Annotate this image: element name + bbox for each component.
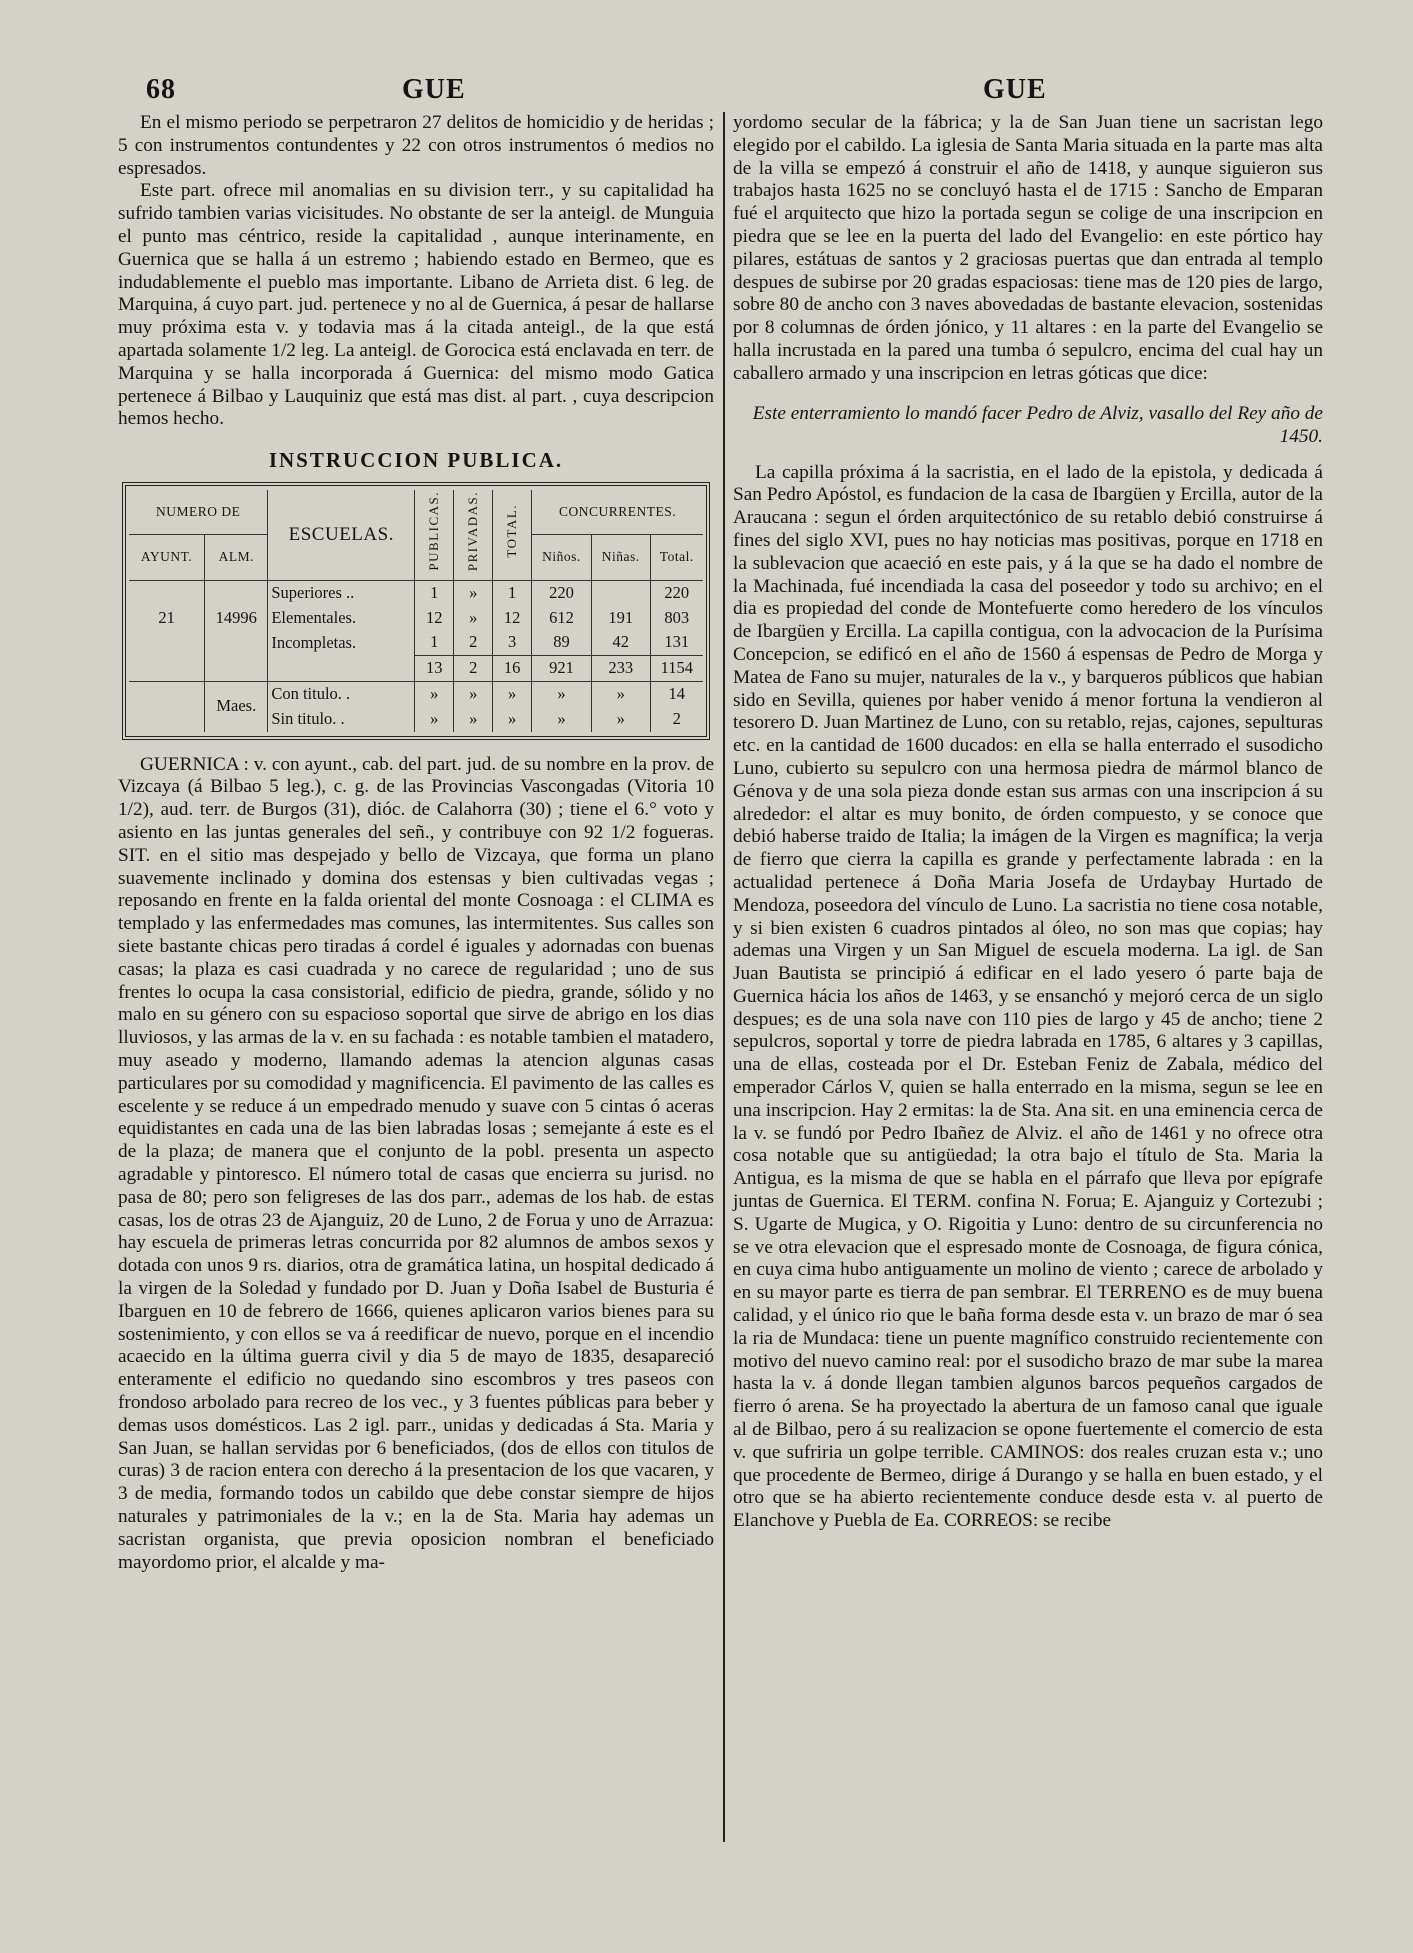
sum-privadas: 2 [454, 656, 493, 682]
sum-ninos: 921 [532, 656, 592, 682]
cell-privadas: » [454, 707, 493, 732]
cell-maes-label: Sin titulo. . [268, 707, 415, 732]
cell-ninos: 612 [532, 606, 592, 631]
cell-privadas: » [454, 606, 493, 631]
cell-concurrentes-total: 2 [650, 707, 703, 732]
value-ayunt: 21 [158, 607, 175, 627]
cell-concurrentes-total: 220 [650, 580, 703, 605]
header-privadas: PRIVADAS. [464, 490, 480, 572]
cell-total: 1 [493, 580, 532, 605]
cell-total: » [493, 707, 532, 732]
cell-publicas: 12 [415, 606, 454, 631]
inscription-quote: Este enterramiento lo mandó facer Pedro de Alviz, vasallo del Rey año de 1450. [752, 402, 1323, 447]
header-ninos: Niños. [532, 535, 592, 581]
header-ayunt: AYUNT. [140, 549, 193, 565]
sum-publicas: 13 [415, 656, 454, 682]
cell-ninas: 191 [591, 606, 650, 631]
cell-publicas: 1 [415, 630, 454, 655]
cell-escuela: Elementales. [268, 606, 415, 631]
sum-ninas: 233 [591, 656, 650, 682]
header-ninas: Niñas. [591, 535, 650, 581]
paragraph-iglesias: yordomo secular de la fábrica; y la de San Juan tiene un sacristan lego elegido por el cabildo. La iglesia de Santa Maria situada en la parte mas alta de la villa se empezó á construir el año de 1418, y aunque siguieron sus trabajos hasta 1625 no se concluyó hasta el de 1715 : Sancho de Emparan fué el arquitecto que hizo la portada segun se colige de una inscripcion en piedra que se lee en la puerta del lado del Evangelio: en este pórtico hay pilares, estátuas de santos y 2 graciosas puertas que dan entrada al templo despues de subirse por 20 gradas espaciosas: tiene mas de 120 pies de largo, sobre 80 de ancho con 3 naves abovedadas de bastante elevacion, sostenidas por 8 columnas de órden jónico, y 11 altares : en la parte del Evangelio se halla incrustada en la pared una tumba ó sepulcro, encima del cual hay un caballero armado y una inscripcion en letras góticas que dice: [733, 112, 1323, 384]
running-head-right: GUE [983, 74, 1047, 105]
sum-total: 16 [493, 656, 532, 682]
column-divider [723, 112, 725, 1842]
left-column [118, 112, 714, 1574]
table-row [129, 580, 703, 605]
cell-escuela: Superiores .. [268, 580, 415, 605]
cell-concurrentes-total: 131 [650, 630, 703, 655]
paragraph-delitos: En el mismo periodo se perpetraron 27 delitos de homicidio y de heridas ; 5 con instrumentos contundentes y 22 con otros instrumentos ó medios no espresados. [118, 112, 714, 179]
cell-ninas [591, 580, 650, 605]
instruction-table [122, 482, 710, 740]
header-concurrentes: CONCURRENTES. [532, 490, 703, 535]
page-number: 68 [146, 74, 176, 105]
cell-privadas: » [454, 580, 493, 605]
cell-ninos: 220 [532, 580, 592, 605]
label-maes: Maes. [205, 682, 268, 732]
cell-privadas: » [454, 682, 493, 707]
running-head-left: GUE [402, 74, 466, 105]
cell-maes-label: Con titulo. . [268, 682, 415, 707]
header-total-concurrentes: Total. [650, 535, 703, 581]
cell-publicas: » [415, 682, 454, 707]
cell-publicas: » [415, 707, 454, 732]
table-row [129, 682, 703, 707]
paragraph-partido: Este part. ofrece mil anomalias en su division terr., y su capitalidad ha sufrido tambien varias vicisitudes. No obstante de ser la anteigl. de Munguia el punto mas céntrico, reside la capitalidad , aunque interinamente, en Guernica que se halla á un estremo ; habiendo estado en Bermeo, que es indudablemente el pueblo mas importante. Libano de Arrieta dist. 6 leg. de Marquina, á cuyo part. jud. pertenece y no al de Guernica, á pesar de hallarse muy próxima esta v. y todavia mas á la citada anteigl., de la que está apartada solamente 1/2 leg. La anteigl. de Gorocica está enclavada en terr. de Marquina y se halla incorporada á Guernica: del mismo modo Gatica pertenece á Bilbao y Lauquiniz que está mas dist. al part. , cuya descripcion hemos hecho. [118, 180, 714, 430]
cell-total: 12 [493, 606, 532, 631]
cell-concurrentes-total: 803 [650, 606, 703, 631]
cell-ninos: 89 [532, 630, 592, 655]
cell-total: » [493, 682, 532, 707]
header-escuelas: ESCUELAS. [268, 490, 415, 580]
sum-concurrentes-total: 1154 [650, 656, 703, 682]
cell-publicas: 1 [415, 580, 454, 605]
cell-privadas: 2 [454, 630, 493, 655]
header-total: TOTAL. [503, 504, 519, 558]
cell-concurrentes-total: 14 [650, 682, 703, 707]
cell-escuela: Incompletas. [268, 630, 415, 655]
paragraph-guernica: GUERNICA : v. con ayunt., cab. del part. jud. de su nombre en la prov. de Vizcaya (á Bilbao 5 leg.), c. g. de las Provincias Vascongadas (Vitoria 10 1/2), aud. terr. de Burgos (31), dióc. de Calahorra (30) ; tiene el 6.° voto y asiento en las juntas generales del señ., y contribuye con 92 1/2 fogueras. SIT. en el sitio mas despejado y bello de Vizcaya, que forma un plano suavemente inclinado y domina dos estensas y bien cultivadas vegas ; reposando en frente en la falda oriental del monte Cosnoaga : el CLIMA es templado y las enfermedades mas comunes, las intermitentes. Sus calles son siete bastante chicas pero tiradas á cordel é iguales y adornadas con buenas casas; la plaza es casi cuadrada y no carece de regularidad ; uno de sus frentes lo ocupa la casa consistorial, edificio de piedra, grande, sólido y no malo en su género con su espacioso soportal que sirve de abrigo en los dias lluviosos, y las armas de la v. en su fachada : es notable tambien el matadero, muy aseado y moderno, llamando ademas la atencion algunas casas particulares por su comodidad y magnificencia. El pavimento de las calles es escelente y se reduce á un empedrado menudo y suave con 5 cintas ó aceras equidistantes en cada una de las bien labradas losas ; semejante á este es el de la plaza; de manera que el conjunto de la pobl. presenta un aspecto agradable y pintoresco. El número total de casas que encierra su jurisd. no pasa de 80; pero son feligreses de las dos parr., ademas de los hab. de estas casas, los de otras 23 de Ajanguiz, 20 de Luno, 2 de Forua y uno de Arrazua: hay escuela de primeras letras concurrida por 82 alumnos de ambos sexos y dotada con unos 9 rs. diarios, otra de gramática latina, un hospital dedicado á la virgen de la Soledad y fundado por D. Juan y Doña Isabel de Busturia é Ibarguen en 10 de febrero de 1666, quienes aplicaron varios bienes para su sostenimiento, y con ellos se va á reedificar de nuevo, porque en el incendio acaecido en la última guerra civil y dia 5 de mayo de 1835, desapareció enteramente el edificio no quedando sino escombros y tres paseos con frondoso arbolado para recreo de los vec., y 3 fuentes públicas para beber y demas usos domésticos. Las 2 igl. parr., unidas y dedicadas á Sta. Maria y San Juan, se hallan servidas por 6 beneficiados, (dos de ellos con titulos de curas) 3 de racion entera con derecho á la presentacion de los que vacaren, y 3 de media, formando todos un cabildo que debe constar siempre de hijos naturales y patrimoniales de la v.; en la de Sta. Maria hay ademas un sacristan organista, que previa oposicion nombran el beneficiado mayordomo prior, el alcalde y ma- [118, 753, 714, 1573]
cell-ninas: 42 [591, 630, 650, 655]
cell-total: 3 [493, 630, 532, 655]
section-title: INSTRUCCION PUBLICA. [268, 448, 564, 473]
paragraph-capillas: La capilla próxima á la sacristia, en el lado de la epistola, y dedicada á San Pedro Apóstol, es fundacion de la casa de Ibargüen y Ercilla, autor de la Araucana : segun el órden arquitectónico de su retablo debió construirse á fines del siglo XVI, pues no hay noticias mas positivas, porque en 1718 en la sublevacion que acaeció en este pais, y á la que se ha dado el nombre de la Machinada, fué incendiada la casa del poseedor y todo su archivo; en el dia es propiedad del conde de Montefuerte como heredero de los vínculos de Ibargüen y Ercilla. La capilla contigua, con la advocacion de la Purísima Concepcion, se edificó en el año de 1560 á espensas de Pedro de Morga y Matea de Fano su mujer, naturales de la v., y barqueros públicos que habian sido en Sevilla, quienes por haber venido á menor fortuna la vendieron al tesorero D. Juan Martinez de Luno, con su retablo, rejas, cajones, sepulturas etc. en la cantidad de 1600 ducados: en ella se halla enterrado el susodicho Luno, cubierto su sepulcro con una hermosa piedra de mármol blanco de Génova y de una sola pieza donde estan sus armas con una inscripcion á su alrededor: el altar es muy bonito, de órden compuesto, y se conoce que debió haberse traido de Italia; la imágen de la Virgen es magnífica; la verja de fierro que cierra la capilla es grande y perfectamente labrada : en la actualidad pertenece á Doña Maria Josefa de Urdaybay Hurtado de Mendoza, poseedora del vínculo de Luno. La sacristia no tiene cosa notable, y si bien existen 6 cuadros pintados al óleo, no son mas que copias; hay ademas una Virgen y un San Miguel de escuela moderna. La igl. de San Juan Bautista se principió á edificar en el lado yesero ó parte baja de Guernica hácia los años de 1463, y se ensanchó y mejoró cerca de un siglo despues; es de una sola nave con 110 pies de largo y 45 de ancho; tiene 2 sepulcros, soportal y torre de piedra labrada en 1785, 6 altares y 3 capillas, una de ellas, costeada por el Dr. Esteban Feniz de Zabala, médico del emperador Cárlos V, quien se halla enterrado en la misma, segun se lee en una inscripcion. Hay 2 ermitas: la de Sta. Ana sit. en una eminencia cerca de la v. se fundó por Pedro Ibañez de Alviz. el año de 1461 y no ofrece otra cosa notable que su antigüedad; la otra bajo el título de Sta. Maria la Antigua, es la misma de que se habla en el párrafo que lleva por epígrafe juntas de Guernica. El TERM. confina N. Forua; E. Ajanguiz y Cortezubi ; S. Ugarte de Mugica, y O. Rigoitia y Luno: dentro de su circunferencia no se ve otra elevacion que el espresado monte de Cosnoaga, de figura cónica, en cuya cima hubo antiguamente un molino de viento ; carece de arbolado y en su mayor parte es tierra de pan sembrar. El TERRENO es de muy buena calidad, y el único rio que le baña forma desde esta v. un brazo de mar ó sea la ria de Mundaca: tiene un puente magnífico construido recientemente con motivo del nuevo camino real: por el susodicho brazo de mar sube la marea hasta la v. á donde llegan tambien algunos barcos pequeños cargados de fierro ó arena. Se ha proyectado la abertura de un famoso canal que iguale al de Bilbao, pero á su realizacion se opone fuertemente el comercio de esta v. que sufriria un golpe terrible. CAMINOS: dos reales cruzan esta v.; uno que procedente de Bermeo, dirige á Durango y se halla en buen estado, y el otro que se ha abierto recientemente conduce desde esta v. al puerto de Elanchove y Puebla de Ea. CORREOS: se recibe [733, 461, 1323, 1532]
cell-ninas: » [591, 707, 650, 732]
header-numero-de: NUMERO DE [129, 490, 268, 535]
header-publicas: PUBLICAS. [425, 491, 441, 571]
header-alm: ALM. [205, 535, 268, 581]
right-column [733, 112, 1323, 1533]
cell-ninos: » [532, 682, 592, 707]
cell-ninas: » [591, 682, 650, 707]
table-row-sum [129, 656, 703, 682]
value-alm: 14996 [205, 580, 268, 655]
cell-ninos: » [532, 707, 592, 732]
